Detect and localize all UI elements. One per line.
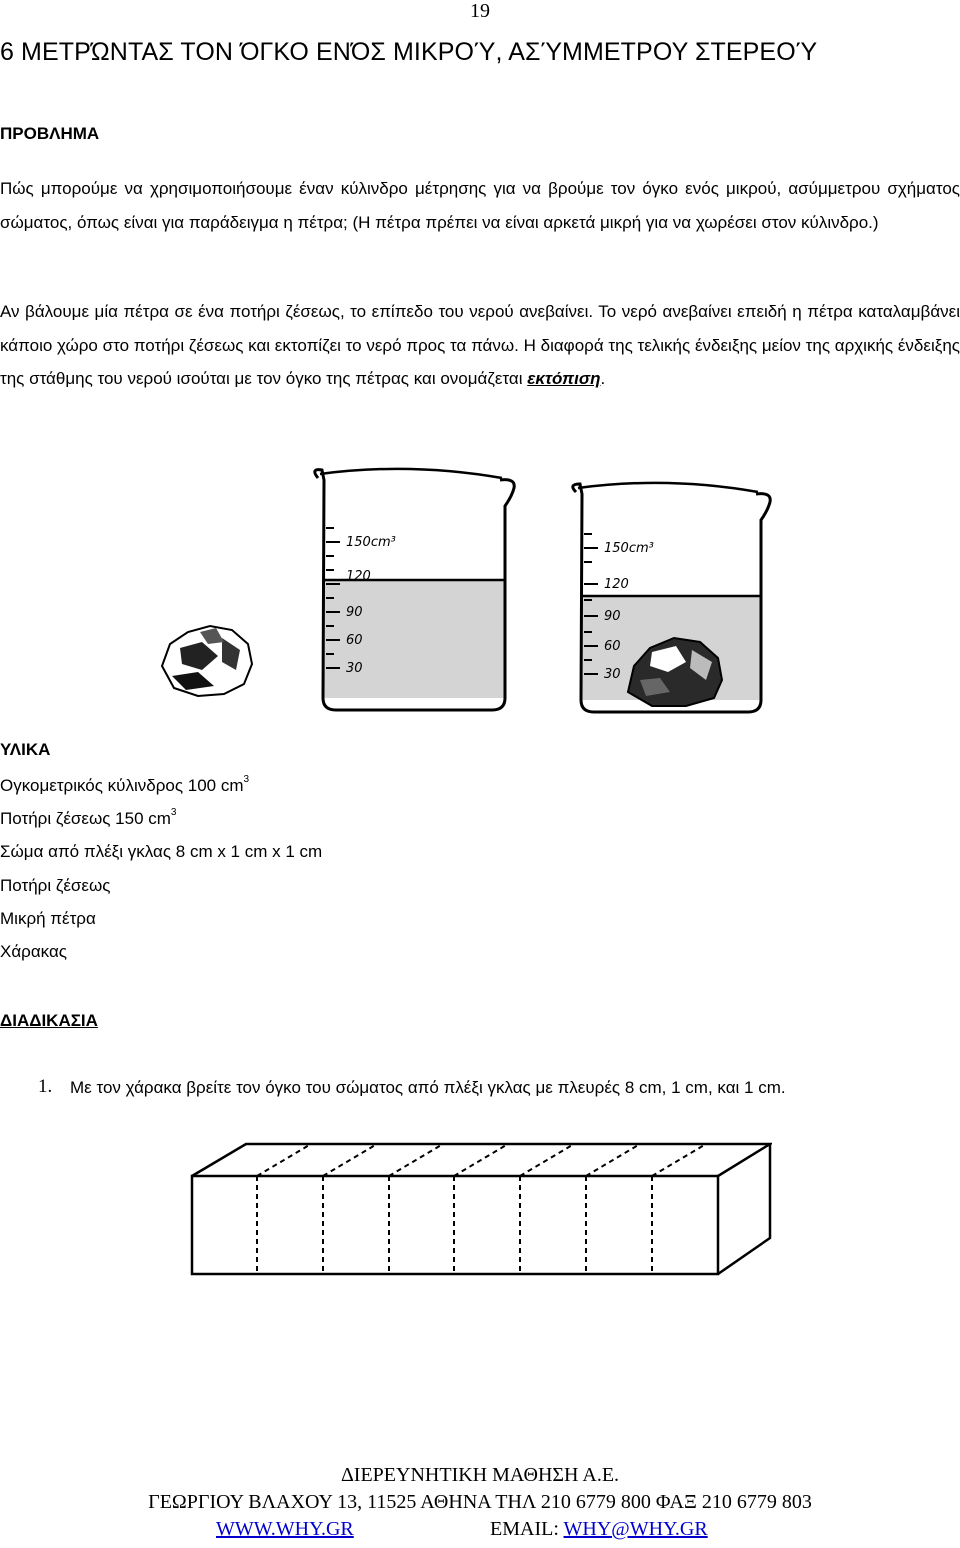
displacement-term: εκτόπιση [527,369,601,389]
left-mark-30: 30 [346,661,363,676]
footer-email-label: EMAIL: [490,1518,564,1540]
paragraph-2-text: Αν βάλουμε μία πέτρα σε ένα ποτήρι ζέσεως, το επίπεδο του νερού ανεβαίνει. Το νερό ανεβαίνει επειδή η πέτρα καταλαμβάνει κάποιο χώρο στο ποτήρι ζέσεως και εκτοπίζει το νερό προς τα πάνω. Η διαφορά της τελικής ένδειξης μείον της αρχικής ένδειξης της στάθμης του νερού ισούται με τον όγκο της πέτρας και ονομάζεται [0,302,960,389]
materials-item-sup: 3 [243,774,250,785]
footer-address: ΓΕΩΡΓΙΟΥ ΒΛΑΧΟΥ 13, 11525 ΑΘΗΝΑ ΤΗΛ 210 6779 800 ΦΑΞ 210 6779 803 [148,1491,812,1513]
materials-heading: ΥΛΙΚΑ [0,740,51,759]
problem-heading: ΠΡΟΒΛΗΜΑ [0,124,100,143]
materials-item-text: Ποτήρι ζέσεως [0,876,111,895]
page-title: 6 ΜΕΤΡΏΝΤΑΣ ΤΟΝ ΌΓΚΟ ΕΝΌΣ ΜΙΚΡΟΎ, ΑΣΎΜΜΕΤΡΟΥ ΣΤΕΡΕΟΎ [0,38,818,66]
stone-outside [162,626,252,696]
left-mark-60: 60 [346,633,363,648]
beaker-left [315,469,514,710]
page-number: 19 [470,0,490,22]
materials-item-sup: 3 [170,807,177,818]
right-mark-150: 150cm³ [604,541,654,556]
materials-item [0,942,67,962]
paragraph-2-end: . [600,369,606,389]
left-mark-150: 150cm³ [346,535,396,550]
left-mark-90: 90 [346,605,363,620]
beakers-illustration [140,466,800,726]
left-mark-120: 120 [346,569,371,584]
step-text: Με τον χάρακα βρείτε τον όγκο του σώματος από πλέξι γκλας με πλευρές 8 cm, 1 cm, και 1 cm. [70,1078,786,1097]
materials-item [0,776,249,796]
materials-item-text: Μικρή πέτρα [0,909,96,928]
plexiglass-block-illustration [190,1142,772,1278]
materials-item-text: Σώμα από πλέξι γκλας 8 cm x 1 cm x 1 cm [0,842,323,861]
materials-item [0,909,96,929]
materials-item-text: Ποτήρι ζέσεως 150 cm [0,809,171,828]
problem-paragraph-2 [0,295,960,396]
materials-item [0,842,322,862]
footer-email-link[interactable]: WHY@WHY.GR [563,1518,708,1540]
right-mark-120: 120 [604,577,629,592]
footer-website-link[interactable]: WWW.WHY.GR [216,1518,354,1540]
materials-item-text: Ογκομετρικός κύλινδρος 100 cm [0,776,244,795]
footer-email [490,1518,708,1541]
materials-item-text: Χάρακας [0,942,67,961]
right-mark-60: 60 [604,639,621,654]
materials-item [0,876,110,896]
right-mark-90: 90 [604,609,621,624]
problem-paragraph-1: Πώς μπορούμε να χρησιμοποιήσουμε έναν κύλινδρο μέτρησης για να βρούμε τον όγκο ενός μικρού, ασύμμετρου σχήματος σώματος, όπως είναι για παράδειγμα η πέτρα; (Η πέτρα πρέπει να είναι αρκετά μικρή για να χωρέσει στον κύλινδρο.) [0,179,960,232]
right-mark-30: 30 [604,667,621,682]
procedure-heading: ΔΙΑΔΙΚΑΣΙΑ [0,1011,98,1030]
beaker-right [573,483,770,712]
materials-item [0,809,176,829]
footer-company: ΔΙΕΡΕΥΝΗΤΙΚΗ ΜΑΘΗΣΗ Α.Ε. [340,1464,620,1486]
step-number: 1. [38,1076,53,1097]
